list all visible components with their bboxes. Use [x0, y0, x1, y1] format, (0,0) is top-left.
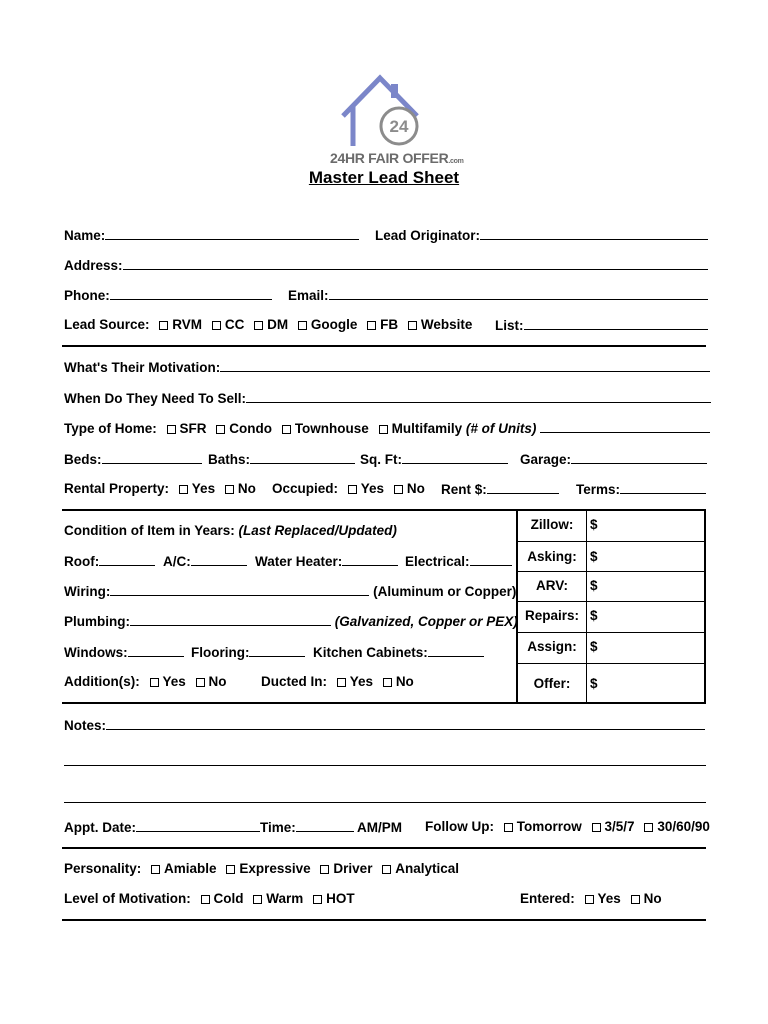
- divider: [62, 919, 706, 921]
- analytical-checkbox[interactable]: [382, 865, 391, 874]
- rental-row: Rental Property: Yes No: [64, 481, 256, 496]
- motivation-field[interactable]: What's Their Motivation:: [64, 359, 710, 376]
- when-sell-field[interactable]: When Do They Need To Sell:: [64, 390, 711, 407]
- beds-field[interactable]: Beds:: [64, 451, 202, 468]
- notes-field[interactable]: Notes:: [64, 717, 705, 734]
- lead-source-row: Lead Source: RVM CC DM Google FB Website: [64, 317, 473, 332]
- expressive-checkbox[interactable]: [226, 865, 235, 874]
- follow-up-row: Follow Up: Tomorrow 3/5/7 30/60/90: [425, 819, 710, 834]
- divider: [62, 345, 706, 347]
- entered-yes-checkbox[interactable]: [585, 895, 594, 904]
- townhouse-checkbox[interactable]: [282, 425, 291, 434]
- ducted-no-checkbox[interactable]: [383, 678, 392, 687]
- email-field[interactable]: Email:: [288, 287, 708, 304]
- table-row-repairs[interactable]: Repairs: $: [518, 601, 704, 632]
- house-logo-icon: [335, 70, 435, 150]
- condition-heading: Condition of Item in Years: (Last Replaced/Updated): [64, 523, 397, 538]
- logo-badge: 24: [389, 117, 409, 136]
- cc-checkbox[interactable]: [212, 321, 221, 330]
- 357-checkbox[interactable]: [592, 823, 601, 832]
- logo-wordmark: 24HR FAIR OFFER.com: [330, 150, 464, 166]
- table-row-asking[interactable]: Asking: $: [518, 541, 704, 572]
- website-checkbox[interactable]: [408, 321, 417, 330]
- divider: [62, 509, 518, 511]
- rental-no-checkbox[interactable]: [225, 485, 234, 494]
- google-checkbox[interactable]: [298, 321, 307, 330]
- kitchen-cabinets-field[interactable]: Kitchen Cabinets:: [313, 644, 484, 661]
- additions-no-checkbox[interactable]: [196, 678, 205, 687]
- motivation-level-row: Level of Motivation: Cold Warm HOT: [64, 891, 355, 906]
- occupied-yes-checkbox[interactable]: [348, 485, 357, 494]
- table-row-assign[interactable]: Assign: $: [518, 632, 704, 663]
- entered-no-checkbox[interactable]: [631, 895, 640, 904]
- rent-field[interactable]: Rent $:: [441, 481, 559, 498]
- terms-field[interactable]: Terms:: [576, 481, 706, 498]
- dm-checkbox[interactable]: [254, 321, 263, 330]
- valuation-table: [516, 509, 706, 704]
- multifamily-checkbox[interactable]: [379, 425, 388, 434]
- wiring-field[interactable]: Wiring: (Aluminum or Copper): [64, 584, 517, 599]
- garage-field[interactable]: Garage:: [520, 451, 707, 468]
- occupied-no-checkbox[interactable]: [394, 485, 403, 494]
- time-field[interactable]: Time: AM/PM: [260, 820, 403, 835]
- notes-line-2[interactable]: [64, 765, 706, 766]
- driver-checkbox[interactable]: [320, 865, 329, 874]
- lead-originator-field[interactable]: Lead Originator:: [375, 227, 708, 244]
- amiable-checkbox[interactable]: [151, 865, 160, 874]
- type-home-row: Type of Home: SFR Condo Townhouse Multifamily (# of Units): [64, 420, 710, 437]
- list-field[interactable]: List:: [495, 317, 708, 334]
- personality-row: Personality: Amiable Expressive Driver Analytical: [64, 861, 459, 876]
- water-heater-field[interactable]: Water Heater:: [255, 553, 398, 570]
- occupied-row: Occupied: Yes No: [272, 481, 425, 496]
- baths-field[interactable]: Baths:: [208, 451, 355, 468]
- plumbing-field[interactable]: Plumbing: (Galvanized, Copper or PEX): [64, 614, 518, 629]
- ducted-yes-checkbox[interactable]: [337, 678, 346, 687]
- phone-field[interactable]: Phone:: [64, 287, 272, 304]
- notes-line-3[interactable]: [64, 802, 706, 803]
- page-title: Master Lead Sheet: [308, 168, 460, 187]
- fb-checkbox[interactable]: [367, 321, 376, 330]
- additions-row: Addition(s): Yes No: [64, 674, 227, 689]
- name-field[interactable]: Name:: [64, 227, 359, 244]
- warm-checkbox[interactable]: [253, 895, 262, 904]
- additions-yes-checkbox[interactable]: [150, 678, 159, 687]
- condo-checkbox[interactable]: [216, 425, 225, 434]
- entered-row: Entered: Yes No: [520, 891, 662, 906]
- hot-checkbox[interactable]: [313, 895, 322, 904]
- table-row-offer[interactable]: Offer: $: [518, 663, 704, 703]
- sfr-checkbox[interactable]: [167, 425, 176, 434]
- sqft-field[interactable]: Sq. Ft:: [360, 451, 508, 468]
- logo: [335, 70, 435, 150]
- tomorrow-checkbox[interactable]: [504, 823, 513, 832]
- table-row-zillow[interactable]: Zillow: $: [530, 517, 598, 532]
- rvm-checkbox[interactable]: [159, 321, 168, 330]
- 306090-checkbox[interactable]: [644, 823, 653, 832]
- electrical-field[interactable]: Electrical:: [405, 553, 512, 570]
- table-row-arv[interactable]: ARV: $: [518, 571, 704, 602]
- appt-date-field[interactable]: Appt. Date:: [64, 819, 260, 836]
- divider: [62, 847, 706, 849]
- divider: [62, 702, 518, 704]
- address-field[interactable]: Address:: [64, 257, 708, 274]
- ac-field[interactable]: A/C:: [163, 553, 247, 570]
- units-field[interactable]: [540, 420, 710, 433]
- roof-field[interactable]: Roof:: [64, 553, 155, 570]
- flooring-field[interactable]: Flooring:: [191, 644, 305, 661]
- windows-field[interactable]: Windows:: [64, 644, 184, 661]
- rental-yes-checkbox[interactable]: [179, 485, 188, 494]
- cold-checkbox[interactable]: [201, 895, 210, 904]
- ducted-row: Ducted In: Yes No: [261, 674, 414, 689]
